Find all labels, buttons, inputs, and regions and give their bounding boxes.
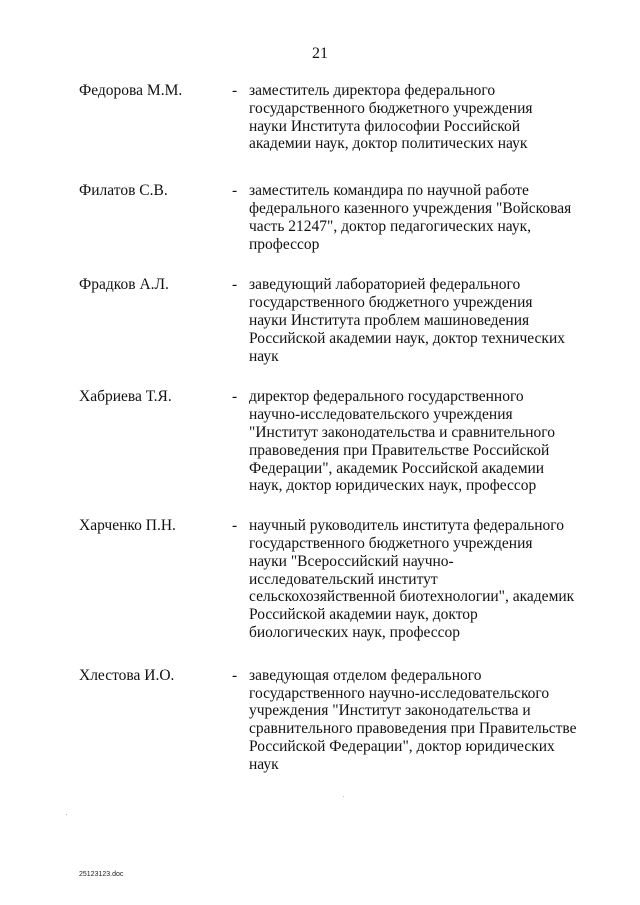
member-entry [79, 276, 579, 365]
member-description [249, 182, 579, 253]
description-line: науки Института проблем машиноведения [249, 311, 530, 329]
description-line: государственного научно-исследовательского [249, 684, 550, 702]
member-name: Харченко П.Н. [79, 517, 176, 535]
member-entry [79, 182, 579, 253]
entry-dash: - [232, 276, 238, 294]
description-line: научно-исследовательского учреждения [249, 406, 513, 424]
description-line: федерального казенного учреждения "Войсковая [249, 199, 572, 217]
member-entry [79, 517, 579, 642]
description-line: "Институт законодательства и сравнительного [249, 423, 555, 441]
description-line: сельскохозяйственной биотехнологии", академик [249, 588, 575, 606]
member-name: Фрадков А.Л. [79, 276, 169, 294]
description-line: заместитель командира по научной работе [249, 182, 529, 200]
description-line: биологических наук, профессор [249, 623, 461, 641]
member-entry [79, 388, 579, 495]
scan-speck [343, 796, 344, 797]
member-name: Федорова М.М. [79, 82, 183, 99]
description-line: часть 21247", доктор педагогических наук, [249, 217, 532, 235]
member-description [249, 667, 579, 774]
description-line: наук [249, 755, 279, 773]
description-line: исследовательский институт [249, 570, 438, 588]
description-line: Российской академии наук, доктор технических [249, 329, 565, 347]
member-list [79, 82, 579, 803]
description-line: заведующий лабораторией федерального [249, 276, 521, 294]
description-line: наук [249, 347, 279, 365]
member-entry [79, 82, 579, 153]
description-line: Федерации", академик Российской академии [249, 459, 545, 477]
description-line: директор федерального государственного [249, 388, 524, 406]
entry-dash: - [232, 82, 238, 99]
description-line: науки "Всероссийский научно- [249, 552, 454, 570]
entry-dash: - [232, 182, 238, 200]
scan-speck [66, 814, 67, 815]
description-line: государственного бюджетного учреждения [249, 534, 533, 552]
entry-dash: - [232, 666, 238, 684]
description-line: заведующая отделом федерального [249, 666, 482, 684]
description-line: Российской академии наук, доктор [249, 606, 478, 624]
member-description [249, 82, 579, 153]
description-line: учреждения "Институт законодательства и [249, 702, 531, 720]
description-line: Российской Федерации", доктор юридических [249, 737, 555, 755]
entry-dash: - [232, 388, 238, 406]
description-line: наук, доктор юридических наук, профессор [249, 477, 537, 495]
member-name: Филатов С.В. [79, 182, 168, 200]
description-line: правоведения при Правительстве Российской [249, 441, 550, 459]
description-line: заместитель директора федерального [249, 82, 496, 99]
member-name: Хлестова И.О. [79, 666, 175, 684]
member-entry [79, 667, 579, 774]
footer-filename: 25123123.doc [79, 871, 124, 878]
description-line: государственного бюджетного учреждения [249, 99, 533, 117]
member-name: Хабриева Т.Я. [79, 388, 172, 406]
description-line: государственного бюджетного учреждения [249, 294, 533, 312]
description-line: научный руководитель института федерального [249, 517, 565, 535]
description-line: академии наук, доктор политических наук [249, 135, 528, 153]
member-description [249, 517, 579, 642]
member-description [249, 276, 579, 365]
description-line: сравнительного правоведения при Правительстве [249, 720, 577, 738]
entry-dash: - [232, 517, 238, 535]
description-line: науки Института философии Российской [249, 117, 521, 135]
member-description [249, 388, 579, 495]
description-line: профессор [249, 235, 320, 253]
page-number: 21 [312, 45, 328, 62]
